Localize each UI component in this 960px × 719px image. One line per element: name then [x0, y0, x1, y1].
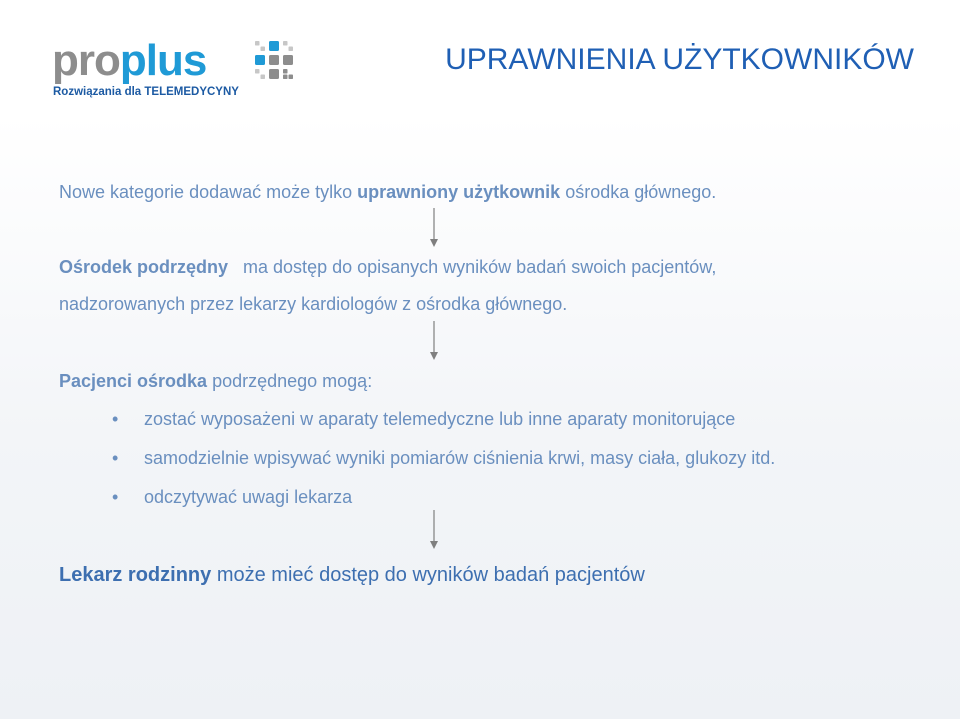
logo-tagline-prefix: Rozwiązania dla	[53, 86, 145, 98]
logo-wordmark	[52, 36, 206, 86]
text-patients-emphasis: Pacjenci ośrodka	[59, 371, 208, 391]
list-item-text: zostać wyposażeni w aparaty telemedyczne lub inne aparaty monitorujące	[144, 409, 736, 429]
list-item-text: samodzielnie wpisywać wyniki pomiarów ciśnienia krwi, masy ciała, glukozy itd.	[144, 448, 776, 468]
down-arrow-icon	[428, 510, 440, 550]
slide-title: UPRAWNIENIA UŻYTKOWNIKÓW	[445, 43, 914, 76]
down-arrow-icon	[428, 208, 440, 248]
text-sub-center-line2: nadzorowanych przez lekarzy kardiologów z ośrodka głównego.	[59, 294, 568, 314]
plus-dots-icon	[254, 40, 294, 80]
text-new-categories-suffix: ośrodka głównego.	[560, 182, 717, 202]
logo-word-plus: plus	[119, 36, 207, 85]
text-family-doctor-emphasis: Lekarz rodzinny	[59, 564, 212, 586]
text-sub-center-emphasis: Ośrodek podrzędny	[59, 257, 229, 277]
proplus-logo	[52, 36, 302, 102]
down-arrow-icon	[428, 321, 440, 361]
text-new-categories-emphasis: uprawniony użytkownik	[357, 182, 561, 202]
text-sub-center-line1	[59, 256, 716, 278]
text-new-categories-prefix: Nowe kategorie dodawać może tylko	[59, 182, 358, 202]
bullet-icon: •	[112, 409, 119, 429]
logo-word-pro: pro	[52, 36, 120, 85]
list-item-text: odczytywać uwagi lekarza	[144, 487, 353, 507]
text-family-doctor-suffix: może mieć dostęp do wyników badań pacjentów	[211, 564, 645, 586]
text-patients-heading	[59, 370, 372, 392]
text-sub-center-line1-text: ma dostęp do opisanych wyników badań swoich pacjentów,	[228, 257, 717, 277]
text-family-doctor	[59, 563, 645, 587]
text-new-categories	[59, 181, 716, 203]
logo-tagline-emphasis: TELEMEDYCYNY	[144, 86, 239, 98]
logo-tagline	[53, 86, 239, 98]
text-patients-suffix: podrzędnego mogą:	[207, 371, 373, 391]
bullet-icon: •	[112, 448, 119, 468]
bullet-icon: •	[112, 487, 119, 507]
